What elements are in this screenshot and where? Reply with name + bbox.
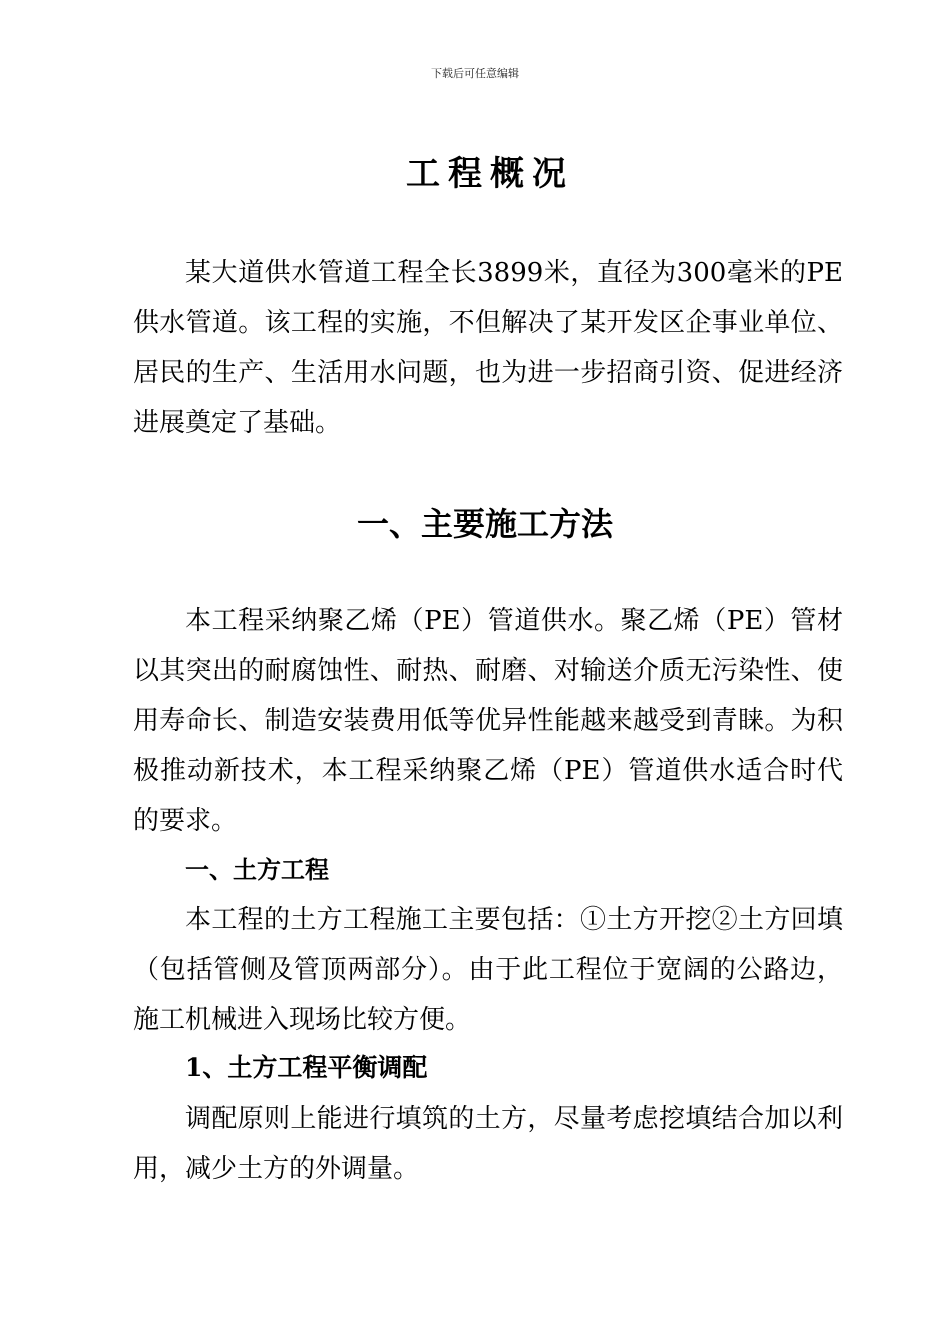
header-note: 下载后可任意编辑 — [431, 67, 519, 80]
document-title: 工程概况 — [406, 154, 574, 194]
section-heading: 一、主要施工方法 — [356, 505, 613, 543]
section-paragraph: 本工程采纳聚乙烯（PE）管道供水。聚乙烯（PE）管材以其突出的耐腐蚀性、耐热、耐磨、对输送介质无污染性、使用寿命长、制造安装费用低等优异性能越来越受到青睐。为积极推动新技术，本工程采纳聚乙烯（PE）管道供水适合时代的要求。 — [133, 606, 843, 836]
item-paragraph: 调配原则上能进行填筑的土方，尽量考虑挖填结合加以利用，减少土方的外调量。 — [133, 1104, 843, 1184]
subsection-heading: 一、土方工程 — [185, 856, 329, 884]
item-heading: 1、土方工程平衡调配 — [185, 1053, 428, 1082]
intro-paragraph: 某大道供水管道工程全长3899米，直径为300毫米的PE供水管道。该工程的实施，不但解决了某开发区企事业单位、居民的生产、生活用水问题，也为进一步招商引资、促进经济进展奠定了基础。 — [133, 258, 843, 438]
subsection-paragraph: 本工程的土方工程施工主要包括：①土方开挖②土方回填（包括管侧及管顶两部分）。由于此工程位于宽阔的公路边，施工机械进入现场比较方便。 — [133, 905, 843, 1035]
